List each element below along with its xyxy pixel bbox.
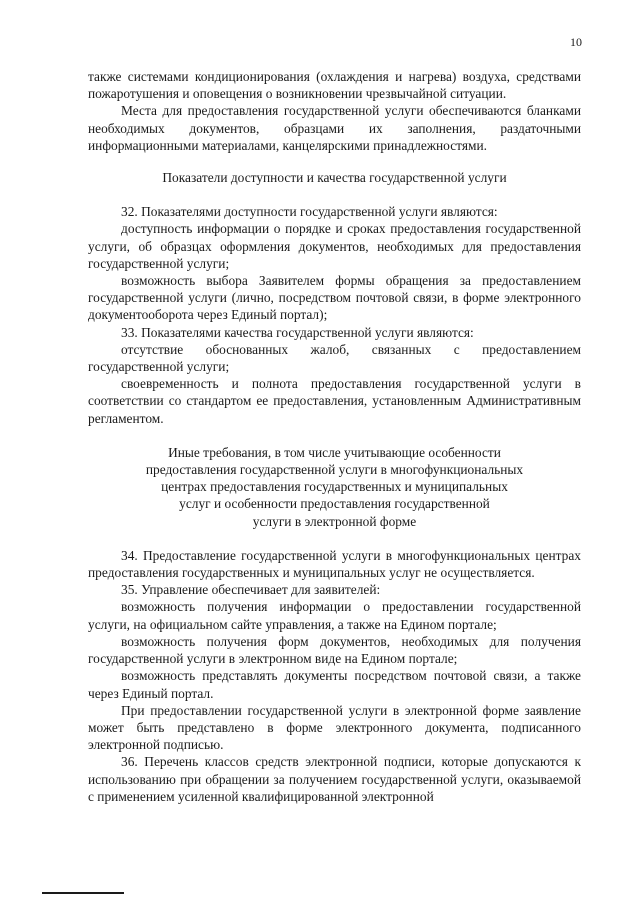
paragraph: 35. Управление обеспечивает для заявителей:: [121, 582, 381, 598]
paragraph: своевременность и полнота предоставления государственной услуги в соответствии со стандартом ее предоставления, установленным Административным регламентом.: [88, 376, 581, 426]
paragraph: 34. Предоставление государственной услуги в многофункциональных центрах предоставления государственных и муниципальных услуг не осуществляется.: [88, 547, 581, 581]
paragraph: 33. Показателями качества государственной услуги являются:: [121, 324, 474, 340]
paragraph: доступность информации о порядке и сроках предоставления государственной услуги, об образцах оформления документов, необходимых для предоставления государственной услуги;: [88, 221, 581, 271]
paragraph: При предоставлении государственной услуги в электронной форме заявление может быть представлено в форме электронного документа, подписанного электронной подписью.: [88, 702, 581, 753]
paragraph: Места для предоставления государственной услуги обеспечиваются бланками необходимых документов, образцами их заполнения, раздаточными информационными материалами, канцелярскими принадлежностями.: [88, 103, 581, 153]
paragraph: 36. Перечень классов средств электронной подписи, которые допускаются к использованию при обращении за получением государственной услуги, оказываемой с применением усиленной квалифицированной электронной: [88, 754, 581, 804]
heading-line: предоставления государственной услуги в многофункциональных: [145, 462, 524, 478]
paragraph: 32. Показателями доступности государственной услуги являются:: [121, 204, 498, 220]
paragraph: возможность получения форм документов, необходимых для получения государственной услуги в электронном виде на Едином портале;: [88, 633, 581, 667]
paragraph: возможность представлять документы посредством почтовой связи, а также через Единый портал.: [88, 668, 581, 701]
heading-line: Иные требования, в том числе учитывающие особенности: [168, 444, 501, 460]
section-heading: Показатели доступности и качества государственной услуги: [162, 170, 507, 186]
heading-line: услуги в электронной форме: [252, 513, 417, 529]
page-number: 10: [570, 35, 582, 49]
document-body: [88, 68, 581, 805]
paragraph: возможность получения информации о предоставлении государственной услуги, на официальном сайте управления, а также на Едином портале;: [88, 599, 581, 632]
heading-line: услуг и особенности предоставления государственной: [179, 496, 490, 512]
footer-rule: [42, 892, 124, 894]
heading-line: центрах предоставления государственных и муниципальных: [161, 479, 508, 495]
paragraph: также системами кондиционирования (охлаждения и нагрева) воздуха, средствами пожаротушения и оповещения о возникновении чрезвычайной ситуации.: [88, 69, 581, 102]
section-heading: [88, 444, 581, 530]
paragraph: возможность выбора Заявителем формы обращения за предоставлением государственной услуги (лично, посредством почтовой связи, в форме электронного документооборота через Единый портал);: [88, 273, 581, 323]
paragraph: отсутствие обоснованных жалоб, связанных с предоставлением государственной услуги;: [88, 341, 581, 375]
